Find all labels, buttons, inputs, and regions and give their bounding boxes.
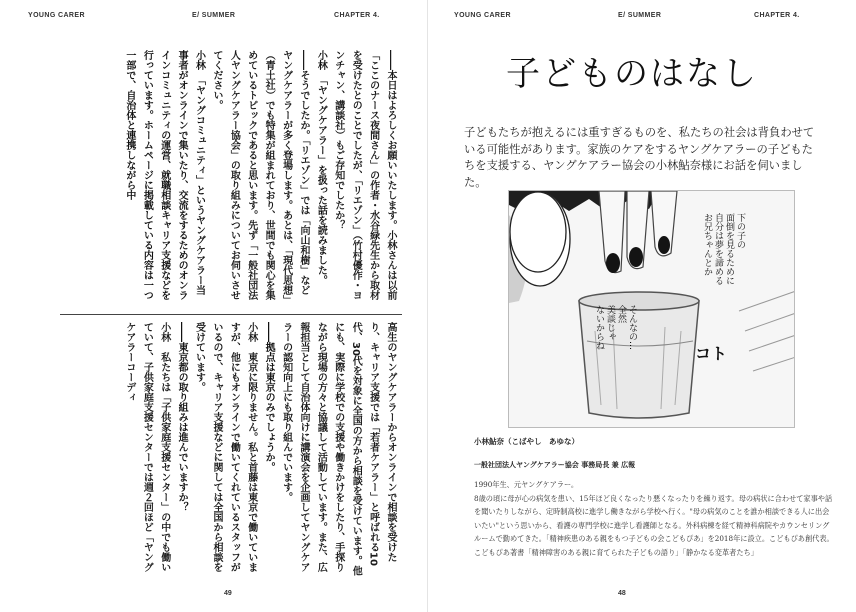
interview-paragraph: 小林 私たちは「子供家庭支援センター」の中でも働いていて、子供家庭支援センターでは週２回ほど「ヤングケアラーコーディ	[123, 322, 170, 572]
bubble-line: 下の子の	[735, 213, 745, 249]
bubble-line: 自分は夢を諦める	[713, 213, 723, 285]
manga-illustration	[508, 190, 795, 428]
speech-bubble-bottom-text	[593, 305, 637, 375]
article-title: 子どものはなし	[506, 54, 758, 94]
bubble-line: ないからね	[594, 305, 604, 350]
column-divider	[60, 314, 402, 315]
running-header-left: YOUNG CARER	[28, 12, 85, 19]
running-header-right: CHAPTER 4.	[334, 12, 380, 19]
running-header-right: CHAPTER 4.	[754, 12, 800, 19]
interview-paragraph: 小林 「ヤングケアラー」を扱った話を読みました。	[315, 50, 327, 285]
interview-paragraph: 小林 「ヤングコミュニティ」というヤングケアラー当事者がオンラインで集いたり、交流をするためのオンラインコミュニティの運営、就職相談キャリア支援などを行っています。ホームページに掲載している内容は一つ一部で、自治体と連携しながら中	[123, 50, 205, 300]
interview-paragraph: ――本日はよろしくお願いいたします。小林さんは以前「ここのナース夜間さん」の作者・水谷緑先生から取材を受けたとのことでしたが、「リエゾン」（竹村優作・ヨンチャン、講談社）もご存知でしたか？	[332, 50, 396, 300]
bubble-line: そんなの…	[627, 305, 637, 350]
svg-text:コト: コト	[695, 344, 728, 363]
bubble-line: 美談じゃ	[605, 305, 615, 341]
bio-line: を聞いたりしながら、定時制高校に進学し働きながら学校へ行く。"母の病気のことを誰か相談できる人に出会	[474, 507, 830, 517]
page-number: 49	[224, 590, 232, 597]
page-number: 48	[618, 590, 626, 597]
bio-line: こどもぴあ著書「精神障害のある親に育てられた子どもの語り」「静かなる変革者たち」	[474, 547, 758, 557]
speech-bubble-top-text	[693, 213, 745, 297]
bio-line: いたい"という思いから、看護の専門学校に進学し看護師となる。外科病棟を経て精神科病院やカウンセリング	[474, 520, 830, 530]
bubble-line: 面倒を見るために	[724, 213, 734, 285]
interview-paragraph: 高生のヤングケアラーからオンラインで相談を受けたり、キャリア支援では「若者ケアラー」と呼ばれる10代、30代を対象に全国の方から相談を受けています。他にも、実際に学校での支援や働きかけをしたり、手探りながら現場の方々と協議して活動しています。また、広報担当として自治体向けに講演会を企画してヤングケアラーの認知向上にも取り組んでいます。	[280, 322, 396, 576]
interview-lower-column	[54, 322, 399, 580]
bubble-line: お兄ちゃんとか	[702, 213, 712, 276]
interview-paragraph: ――そうでしたか。「リエゾン」では「向山和樹」などヤングケアラーが多く登場します。あとは、「現代思想」（青土社）でも特集が組まれており、世間でも関心を集めているトピックであると思います。先ず「一般社団法人ヤングケアラー協会」の取り組みについてお伺いさせてください。	[210, 50, 309, 300]
profile-bio	[474, 478, 836, 560]
speech-bubble-bottom	[509, 191, 567, 273]
interview-paragraph: ――拠点は東京のみでしょうか。	[263, 322, 275, 472]
running-header-center: E/ SUMMER	[618, 12, 662, 19]
interview-paragraph: 小林 東京に限りません。私と首藤は東京で働いていますが、他にもオンラインで働いてくれているスタッフがいるので、キャリア支援などに関しては全国から相談を受けています。	[193, 322, 257, 572]
interview-upper-column	[54, 50, 399, 304]
running-header-left: YOUNG CARER	[454, 12, 511, 19]
running-header-center: E/ SUMMER	[192, 12, 236, 19]
bio-line: 8歳の頃に母が心の病気を患い、15年ほど良くなったり悪くなったりを繰り返す。母の病状に合わせて家事や話	[474, 493, 833, 503]
bio-line: 1990年生、元ヤングケアラー。	[474, 480, 579, 489]
bubble-line: 全然	[616, 305, 626, 323]
bio-line: ルームで勤めてきた。「精神疾患のある親をもつ子どもの会こどもぴあ」を2018年に設立。こどもぴあ創代表。	[474, 534, 834, 544]
article-lead: 子どもたちが抱えるには重すぎるものを、私たちの社会は背負わせている可能性があります。家族のケアをするヤングケアラーの子どもたちを支援する、ヤングケアラー協会の小林鮎奈様にお話を伺いました。	[464, 126, 815, 189]
profile-name: 小林鮎奈（こばやし あゆな）	[474, 437, 579, 446]
profile-role: 一般社団法人ヤングケアラー協会 事務局長 兼 広報	[474, 461, 636, 469]
interview-paragraph: ――東京都の取り組みは進んでいますか？	[176, 322, 188, 512]
